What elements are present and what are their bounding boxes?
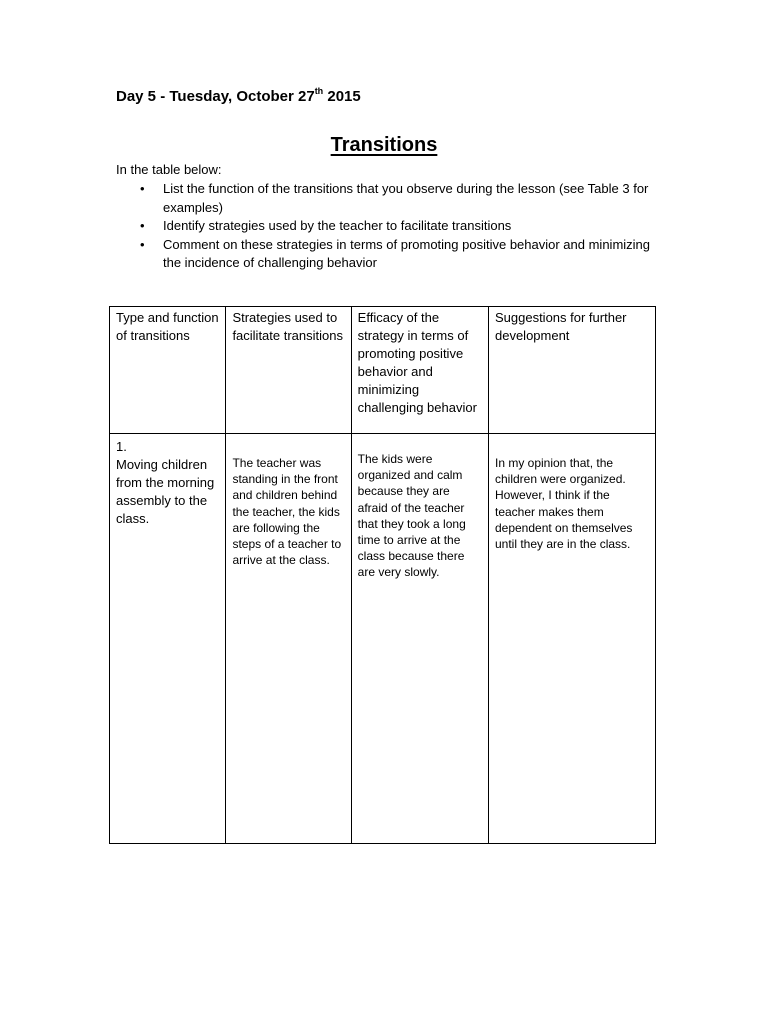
page-title-text: Transitions: [330, 134, 438, 156]
day-heading: [116, 88, 361, 105]
suggestions-text: In my opinion that, the children were organized. However, I think if the teacher makes them dependent on themselves until they are in the class.: [494, 456, 633, 552]
instruction-item: [116, 236, 656, 273]
type-function-text: Moving children from the morning assembly to the class.: [116, 457, 215, 526]
cell-type-function: [110, 434, 226, 844]
header-suggestions: Suggestions for further development: [488, 307, 655, 434]
instruction-item: [116, 217, 656, 236]
header-type-function: Type and function of transitions: [110, 307, 226, 434]
page-title: [0, 134, 768, 157]
instruction-text: Identify strategies used by the teacher to facilitate transitions: [163, 218, 512, 233]
instruction-text: List the function of the transitions that you observe during the lesson (see Table 3 for examples): [163, 181, 649, 215]
header-efficacy: Efficacy of the strategy in terms of promoting positive behavior and minimizing challenging behavior: [351, 307, 488, 434]
table-row: [110, 434, 656, 844]
table-header-row: [110, 307, 656, 434]
instruction-item: [116, 180, 656, 217]
bullet-icon: •: [140, 218, 145, 233]
transitions-table: [109, 306, 656, 844]
strategies-text: The teacher was standing in the front and children behind the teacher, the kids are following the steps of a teacher to arrive at the class.: [232, 456, 342, 568]
cell-strategies: [226, 434, 351, 844]
instruction-list: [116, 180, 656, 273]
day-year: 2015: [323, 88, 361, 105]
cell-suggestions: [488, 434, 655, 844]
efficacy-text: The kids were organized and calm because they are afraid of the teacher that they took a long time to arrive at the class because there are very slowly.: [357, 452, 466, 580]
row-number: 1.: [116, 439, 127, 454]
day-label: Day 5 - Tuesday, October 27: [116, 88, 315, 105]
bullet-icon: •: [140, 236, 145, 252]
bullet-icon: •: [140, 181, 145, 196]
instruction-text: Comment on these strategies in terms of promoting positive behavior and minimizing the incidence of challenging behavior: [163, 236, 651, 270]
intro-text: In the table below:: [116, 162, 222, 177]
cell-efficacy: [351, 434, 488, 844]
day-ordinal-suffix: th: [314, 86, 324, 96]
transitions-table-container: [109, 306, 656, 844]
header-strategies: Strategies used to facilitate transitions: [226, 307, 351, 434]
